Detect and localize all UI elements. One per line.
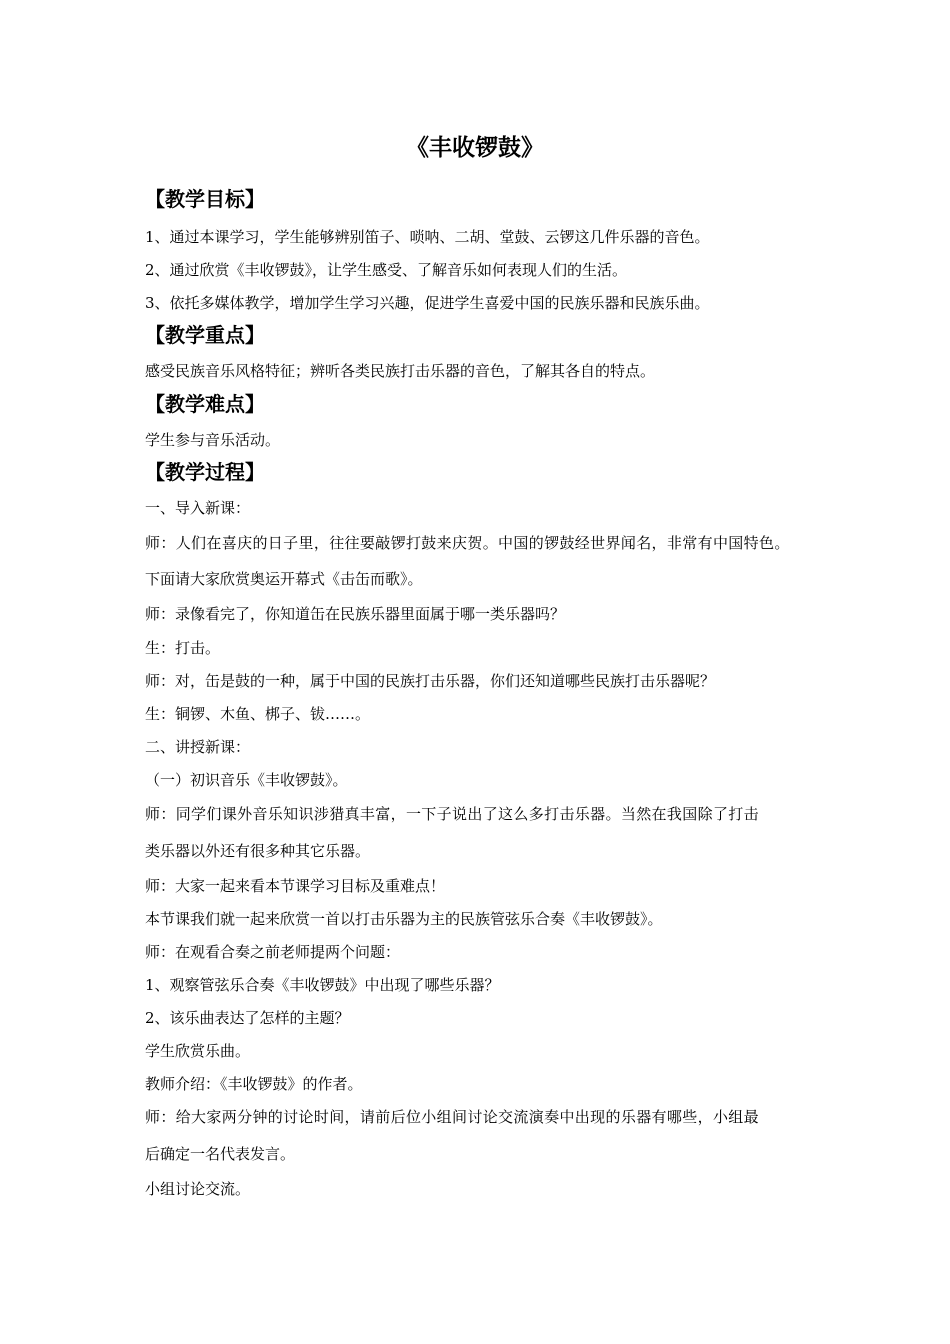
goal-item: 2、通过欣赏《丰收锣鼓》，让学生感受、了解音乐如何表现人们的生活。 xyxy=(145,261,628,279)
process-line: 小组讨论交流。 xyxy=(145,1180,251,1198)
process-line: 师：给大家两分钟的讨论时间，请前后位小组间讨论交流演奏中出现的乐器有哪些，小组最 xyxy=(145,1108,760,1126)
goal-item: 1、通过本课学习，学生能够辨别笛子、唢呐、二胡、堂鼓、云锣这几件乐器的音色。 xyxy=(145,228,710,246)
process-line: 师：同学们课外音乐知识涉猎真丰富，一下子说出了这么多打击乐器。当然在我国除了打击 xyxy=(145,805,760,823)
process-line: 师：录像看完了，你知道缶在民族乐器里面属于哪一类乐器吗？ xyxy=(145,605,566,623)
section-heading-key-points: 【教学重点】 xyxy=(145,323,265,347)
process-line: 下面请大家欣赏奥运开幕式《击缶而歌》。 xyxy=(145,570,423,588)
process-line: 二、讲授新课： xyxy=(145,738,251,756)
document-title: 《丰收锣鼓》 xyxy=(406,135,544,161)
goal-item: 3、依托多媒体教学，增加学生学习兴趣，促进学生喜爱中国的民族乐器和民族乐曲。 xyxy=(145,294,710,312)
process-line: 一、导入新课： xyxy=(145,499,251,517)
process-line: 类乐器以外还有很多种其它乐器。 xyxy=(145,842,371,860)
process-line: 生：打击。 xyxy=(145,639,221,657)
process-line: 师：在观看合奏之前老师提两个问题： xyxy=(145,943,401,961)
process-line: 本节课我们就一起来欣赏一首以打击乐器为主的民族管弦乐合奏《丰收锣鼓》。 xyxy=(145,910,663,928)
process-line: 师：人们在喜庆的日子里，往往要敲锣打鼓来庆贺。中国的锣鼓经世界闻名，非常有中国特色。 xyxy=(145,534,790,552)
section-heading-goals: 【教学目标】 xyxy=(145,187,265,211)
process-line: 后确定一名代表发言。 xyxy=(145,1145,296,1163)
process-line: 师：大家一起来看本节课学习目标及重难点！ xyxy=(145,877,446,895)
difficulties-text: 学生参与音乐活动。 xyxy=(145,431,281,449)
process-line: 学生欣赏乐曲。 xyxy=(145,1042,251,1060)
process-line: 1、观察管弦乐合奏《丰收锣鼓》中出现了哪些乐器？ xyxy=(145,976,500,994)
process-line: （一）初识音乐《丰收锣鼓》。 xyxy=(145,771,348,789)
process-line: 2、该乐曲表达了怎样的主题？ xyxy=(145,1009,350,1027)
process-line: 生：铜锣、木鱼、梆子、钹……。 xyxy=(145,705,371,723)
section-heading-process: 【教学过程】 xyxy=(145,460,265,484)
process-line: 教师介绍：《丰收锣鼓》的作者。 xyxy=(145,1075,363,1093)
key-points-text: 感受民族音乐风格特征；辨听各类民族打击乐器的音色，了解其各自的特点。 xyxy=(145,362,656,380)
process-line: 师：对，缶是鼓的一种，属于中国的民族打击乐器，你们还知道哪些民族打击乐器呢？ xyxy=(145,672,716,690)
section-heading-difficulties: 【教学难点】 xyxy=(145,392,265,416)
